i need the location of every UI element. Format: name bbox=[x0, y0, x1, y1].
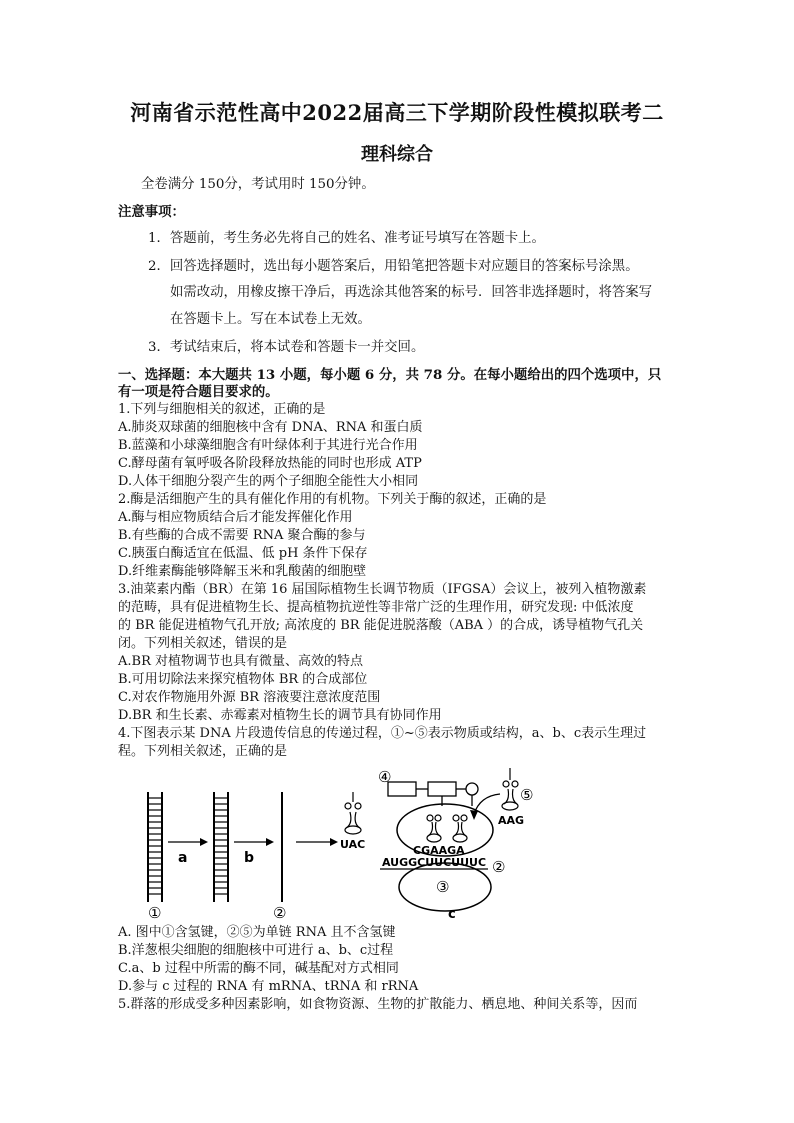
option: A.酶与相应物质结合后才能发挥催化作用 bbox=[118, 510, 353, 525]
structure-label-1: ① bbox=[148, 904, 162, 922]
note-item: 如需改动，用橡皮擦干净后，再选涂其他答案的标号．回答非选择题时，将答案写 bbox=[170, 285, 653, 300]
dna-transfer-figure bbox=[130, 762, 690, 922]
note-item: 1．答题前，考生务必先将自己的姓名、准考证号填写在答题卡上。 bbox=[148, 231, 545, 246]
section-heading: 有一项是符合题目要求的。 bbox=[118, 384, 279, 400]
process-label-a: a bbox=[178, 850, 188, 866]
question-stem: 闭。下列相关叙述，错误的是 bbox=[118, 636, 288, 651]
option: B.有些酶的合成不需要 RNA 聚合酶的参与 bbox=[118, 528, 366, 543]
option: A.BR 对植物调节也具有微量、高效的特点 bbox=[118, 654, 363, 669]
option: B.洋葱根尖细胞的细胞核中可进行 a、b、c过程 bbox=[118, 943, 394, 958]
question-stem: 5.群落的形成受多种因素影响，如食物资源、生物的扩散能力、栖息地、种间关系等，因而 bbox=[118, 997, 638, 1012]
question-stem: 2.酶是活细胞产生的具有催化作用的有机物。下列关于酶的叙述，正确的是 bbox=[118, 492, 547, 507]
question-stem: 4.下图表示某 DNA 片段遗传信息的传递过程，①~⑤表示物质或结构，a、b、c表示生理过 bbox=[118, 726, 647, 741]
note-item: 2．回答选择题时，选出每小题答案后，用铅笔把答题卡对应题目的答案标号涂黑。 bbox=[148, 259, 639, 274]
notes-heading: 注意事项： bbox=[118, 204, 185, 220]
question-stem: 的范畴，具有促进植物生长、提高植物抗逆性等非常广泛的生理作用，研究发现: 中低浓度 bbox=[118, 600, 634, 615]
option: C.胰蛋白酶适宜在低温、低 pH 条件下保存 bbox=[118, 546, 368, 561]
structure-label-4: ④ bbox=[378, 768, 392, 786]
intro-text: 全卷满分 150分，考试用时 150分钟。 bbox=[141, 177, 375, 192]
option: D.人体干细胞分裂产生的两个子细胞全能性大小相同 bbox=[118, 474, 419, 489]
section-heading: 一、选择题：本大题共 13 小题，每小题 6 分，共 78 分。在每小题给出的四个选项中，只 bbox=[118, 367, 662, 383]
option: C.酵母菌有氧呼吸各阶段释放热能的同时也形成 ATP bbox=[118, 456, 422, 471]
question-stem: 的 BR 能促进植物气孔开放; 高浓度的 BR 能促进脱落酸（ABA ）的合成，诱导植物气孔关 bbox=[118, 618, 644, 633]
structure-label-3: ③ bbox=[436, 878, 450, 896]
page-subtitle: 理科综合 bbox=[361, 144, 433, 165]
option: A. 图中①含氢键，②⑤为单链 RNA 且不含氢键 bbox=[118, 925, 396, 940]
note-item: 3．考试结束后，将本试卷和答题卡一并交回。 bbox=[148, 340, 425, 355]
option: D.参与 c 过程的 RNA 有 mRNA、tRNA 和 rRNA bbox=[118, 979, 419, 994]
dna-double-strand-2 bbox=[214, 792, 228, 902]
process-label-b: b bbox=[244, 850, 255, 866]
process-label-c: c bbox=[448, 907, 456, 922]
structure-label-2: ② bbox=[273, 904, 287, 922]
option: A.肺炎双球菌的细胞核中含有 DNA、RNA 和蛋白质 bbox=[118, 420, 423, 435]
option: D.纤维素酶能够降解玉米和乳酸菌的细胞壁 bbox=[118, 564, 367, 579]
note-item: 在答题卡上。写在本试卷上无效。 bbox=[170, 312, 371, 327]
option: D.BR 和生长素、赤霉素对植物生长的调节具有协同作用 bbox=[118, 708, 442, 723]
option: B.蓝藻和小球藻细胞含有叶绿体利于其进行光合作用 bbox=[118, 438, 418, 453]
page-title: 河南省示范性高中2022届高三下学期阶段性模拟联考二 bbox=[130, 100, 664, 125]
structure-label-5: ⑤ bbox=[520, 786, 534, 804]
structure-label-2b: ② bbox=[492, 858, 506, 876]
option: B.可用切除法来探究植物体 BR 的合成部位 bbox=[118, 672, 368, 687]
trna-anticodon-seq: CGAAGA bbox=[413, 844, 465, 857]
option: C.对农作物施用外源 BR 溶液要注意浓度范围 bbox=[118, 690, 381, 705]
question-stem: 程。下列相关叙述，正确的是 bbox=[118, 744, 288, 759]
mrna-sequence: AUGGCUUCUUUC bbox=[382, 856, 487, 869]
question-stem: 1.下列与细胞相关的叙述，正确的是 bbox=[118, 402, 326, 417]
dna-double-strand-1 bbox=[148, 792, 162, 902]
trna-left bbox=[340, 792, 365, 851]
anticodon-aag: AAG bbox=[498, 814, 525, 827]
option: C.a、b 过程中所需的酶不同，碱基配对方式相同 bbox=[118, 961, 399, 976]
anticodon-uac: UAC bbox=[340, 838, 366, 851]
peptide-chain bbox=[388, 782, 478, 806]
trna-inside-ribosome bbox=[427, 815, 467, 842]
question-stem: 3.油菜素内酯（BR）在第 16 届国际植物生长调节物质（IFGSA）会议上，被列入植物激素 bbox=[118, 582, 647, 597]
